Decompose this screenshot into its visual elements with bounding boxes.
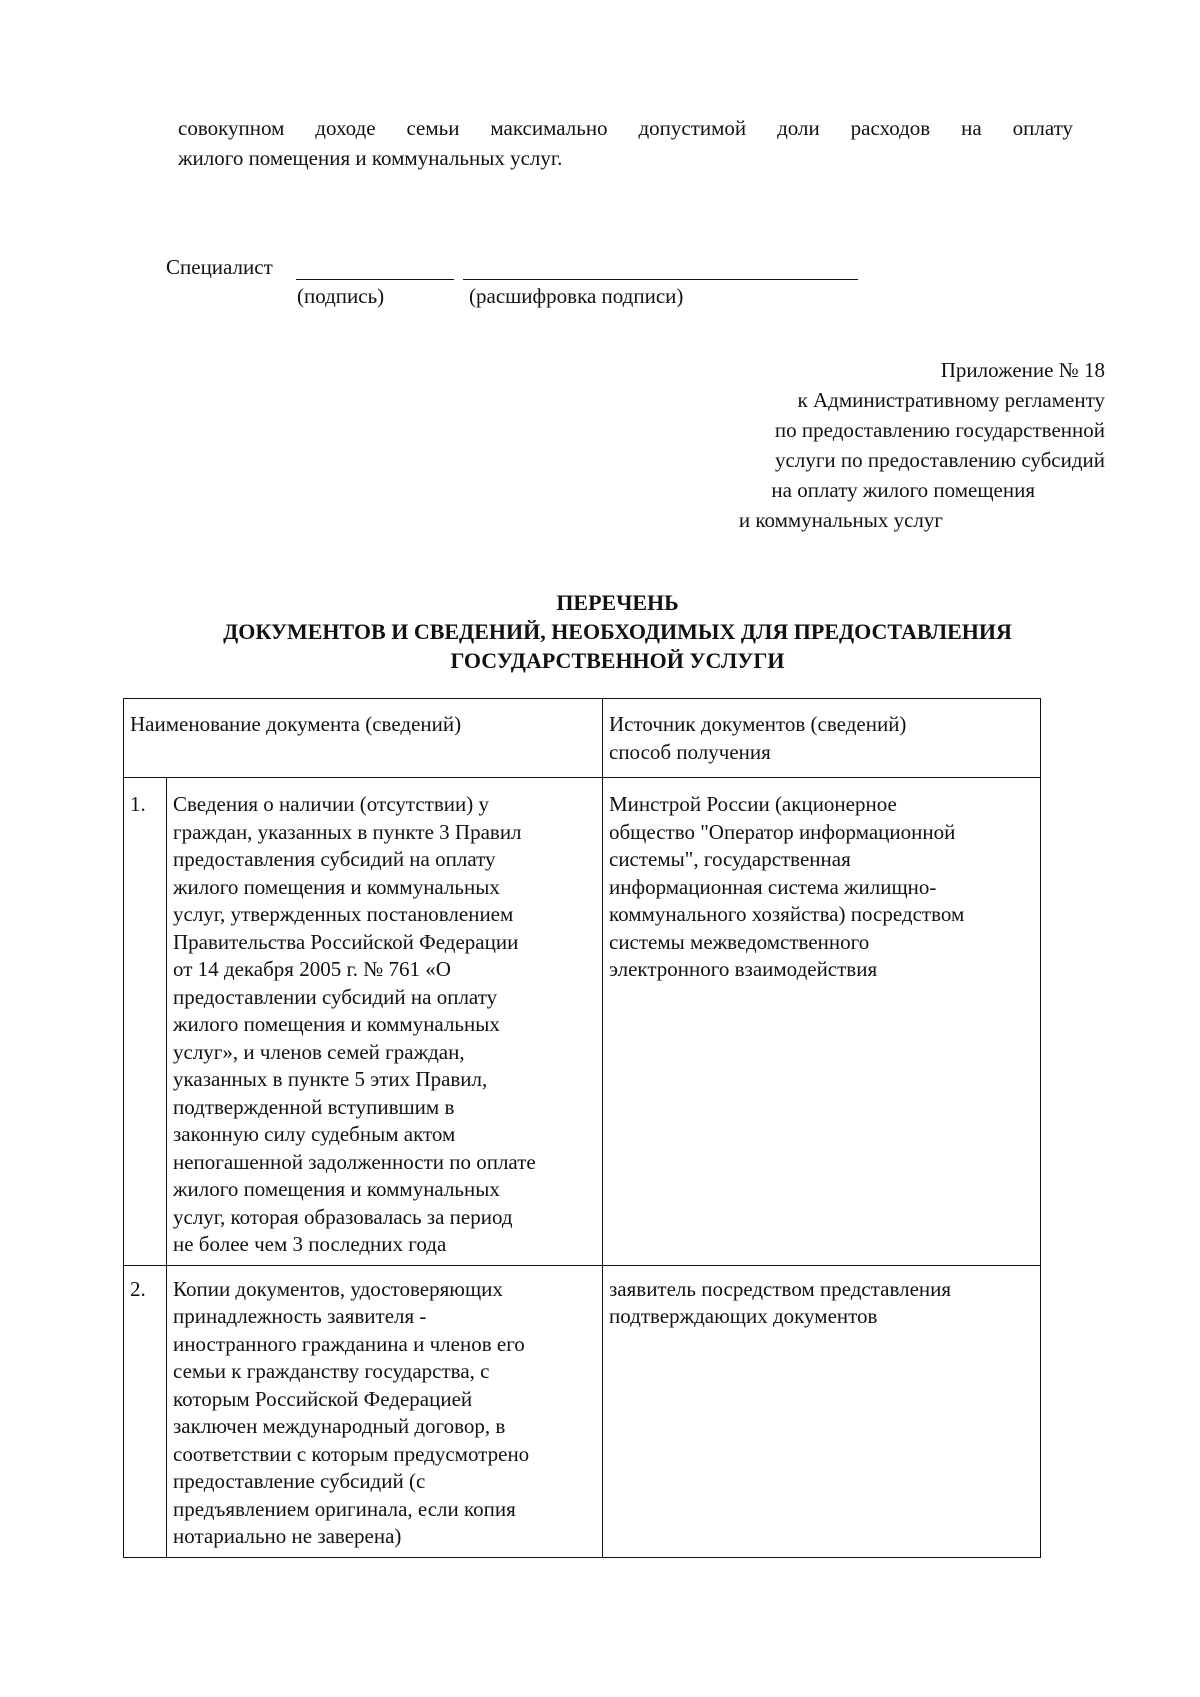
document-name-line: предъявлением оригинала, если копия [173, 1496, 516, 1521]
row-number: 1. [124, 778, 167, 1266]
document-name-line: граждан, указанных в пункте 3 Правил [173, 819, 522, 844]
appendix-header [680, 355, 1105, 535]
header-source-line: способ получения [609, 739, 771, 764]
row-source [603, 1265, 1041, 1557]
document-name-line: заключен международный договор, в [173, 1414, 506, 1438]
source-line: информационная система жилищно- [609, 874, 937, 899]
document-name-line: услуг, утвержденных постановлением [173, 902, 514, 926]
title-line: ДОКУМЕНТОВ И СВЕДЕНИЙ, НЕОБХОДИМЫХ ДЛЯ ПРЕДОСТАВЛЕНИЯ [223, 619, 1012, 644]
appendix-line: и коммунальных услуг [738, 508, 943, 532]
documents-table [123, 698, 1041, 1558]
signature-label: Специалист [166, 255, 273, 279]
document-name-line: жилого помещения и коммунальных [173, 1012, 500, 1036]
document-name-line: жилого помещения и коммунальных [173, 1177, 500, 1201]
document-name-line: жилого помещения и коммунальных [173, 874, 500, 899]
source-line: системы межведомственного [609, 929, 870, 954]
appendix-line: к Административному регламенту [797, 388, 1105, 412]
document-name-line: нотариально не заверена) [173, 1524, 402, 1548]
document-name-line: указанных в пункте 5 этих Правил, [173, 1067, 488, 1091]
document-name-line: предоставлении субсидий на оплату [173, 984, 498, 1009]
document-name-line: которым Российской Федерацией [173, 1386, 473, 1411]
source-line: электронного взаимодействия [609, 957, 878, 981]
row-source [603, 778, 1041, 1266]
document-name-line: соответствии с которым предусмотрено [173, 1441, 530, 1466]
signature-decoding-line [463, 279, 858, 280]
header-name: Наименование документа (сведений) [130, 712, 462, 736]
document-name-line: предоставление субсидий (с [173, 1469, 426, 1493]
appendix-line: по предоставлению государственной [774, 418, 1105, 442]
source-line: подтверждающих документов [609, 1304, 878, 1328]
header-source-line: Источник документов (сведений) [609, 712, 907, 736]
source-line: общество "Оператор информационной [609, 819, 956, 844]
document-name-line: Правительства Российской Федерации [173, 929, 519, 954]
signature-line [296, 279, 454, 280]
document-name-line: предоставления субсидий на оплату [173, 847, 496, 871]
header-source-cell [603, 699, 1041, 778]
document-name-line: принадлежность заявителя - [173, 1304, 427, 1328]
table-row [124, 1265, 1041, 1557]
document-name-line: от 14 декабря 2005 г. № 761 «О [173, 957, 451, 981]
appendix-line: Приложение № 18 [940, 358, 1105, 382]
document-name-line: законную силу судебным актом [173, 1122, 456, 1146]
header-name-cell [124, 699, 603, 778]
row-document-name [167, 1265, 603, 1557]
source-line: системы", государственная [609, 847, 851, 871]
document-name-line: не более чем 3 последних года [173, 1232, 447, 1256]
document-title [130, 588, 1105, 675]
document-name-line: иностранного гражданина и членов его [173, 1331, 525, 1356]
source-line: коммунального хозяйства) посредством [609, 902, 965, 926]
intro-line: жилого помещения и коммунальных услуг. [178, 146, 563, 170]
table-row [124, 778, 1041, 1266]
source-line: Минстрой России (акционерное [609, 792, 897, 816]
title-line: ГОСУДАРСТВЕННОЙ УСЛУГИ [450, 648, 785, 673]
document-name-line: подтвержденной вступившим в [173, 1094, 455, 1119]
signature-decoding-caption: (расшифровка подписи) [469, 284, 684, 308]
row-document-name [167, 778, 603, 1266]
document-name-line: семьи к гражданству государства, с [173, 1359, 490, 1383]
signature-caption: (подпись) [297, 284, 385, 308]
row-number: 2. [124, 1265, 167, 1557]
intro-paragraph [178, 113, 1073, 173]
document-name-line: услуг», и членов семей граждан, [173, 1039, 465, 1064]
document-name-line: Сведения о наличии (отсутствии) у [173, 792, 489, 816]
signature-block [166, 253, 866, 313]
appendix-line: на оплату жилого помещения [771, 478, 1035, 502]
document-name-line: услуг, которая образовалась за период [173, 1204, 513, 1229]
document-name-line: Копии документов, удостоверяющих [173, 1276, 503, 1301]
title-line: ПЕРЕЧЕНЬ [556, 590, 679, 615]
source-line: заявитель посредством представления [609, 1276, 952, 1301]
document-name-line: непогашенной задолженности по оплате [173, 1149, 536, 1174]
appendix-line: услуги по предоставлению субсидий [775, 448, 1105, 472]
table-header-row [124, 699, 1041, 778]
intro-line: совокупном доходе семьи максимально допустимой доли расходов на оплату [178, 116, 1073, 140]
